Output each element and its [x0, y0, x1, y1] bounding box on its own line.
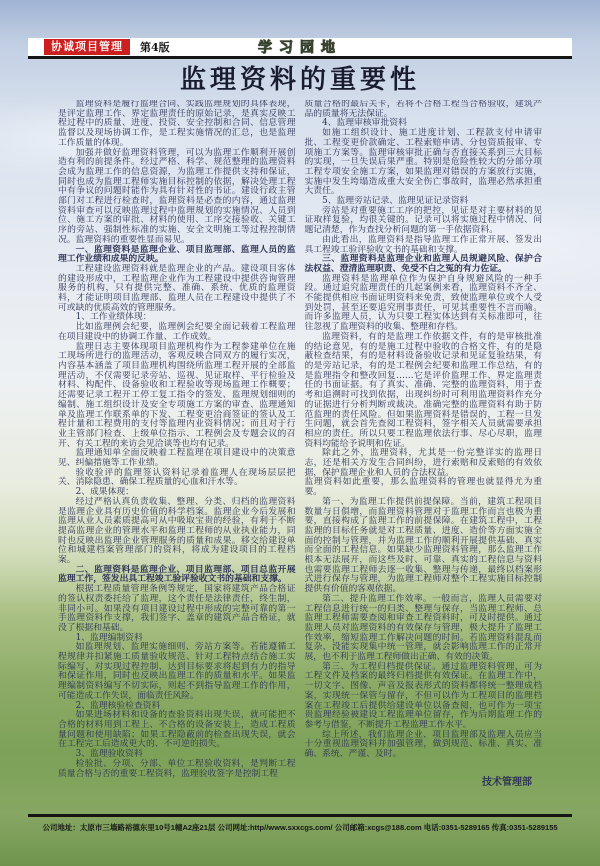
section-heading: 一、监理资料是监理企业、项目监理部、监理人员的监理工作业绩和成果的反映。 [58, 244, 296, 265]
paragraph: 2、监理核验检查资料 [75, 700, 161, 711]
paragraph: 除此之外，监理资料，尤其是一份完整详实的监理日志，还是相关方发生合同纠纷，进行索赔和反索赔的有效依据，保护监理企业和人员的合法权益。 [304, 448, 542, 478]
paragraph: 第一、为监理工作提供前提保障。当前，建筑工程项目数量与日俱增，而监理资料管理对于监理工作而言也极为重要，直接构成了监理工作的前提保障。在建筑工程中，工程监理的目标任务就是对工程质量、进度、造价等方面实施全面的控制与管理，并为监理工作的顺利开展提供基础、真实而全面的工程信息。如果缺少监理资料管理，那么监理工作根本无法展开，而这些及时、可靠、真实的工程信息与资料也需要监理工程师去逐一收集、整理与传递，最终以档案形式进行保存与管理，为监理工程师对整个工程实施目标控制提供有价值的客观依据。 [304, 496, 542, 595]
paragraph: 监理资料如此重要，那么监理资料的管理也就显得尤为重要。 [304, 477, 542, 498]
paragraph: 如监理规划、监理实施细则、旁站方案等。若能遵循工程规律并扣紧施工质量验收规范、针对工程特点结合施工实际编写，对实现过程控制、达到目标要求将起到有力的指导和保证作用，同时也反映出监理工作的质量和水平。如果监理编制资料编写不切实际，则起不到指导监理工作的作用，可能造成工作失误，面临责任风险。 [58, 642, 296, 701]
paragraph: 如果进场材料和设备的查验资料出现失误，就可能把不合格的材料用到工程上、不合格的设备安装上，造成工程质量问题和使用缺陷；如果工程隐蔽前的检查出现失误，就会在工程完工后造成更大的、不可逆的损失。 [58, 710, 296, 750]
masthead-badge: 协诚项目管理 [44, 39, 130, 55]
paragraph: 综上所述，我们监理企业、项目监理部及监理人员应当十分重视监理资料并加强管理，做到规范、标准、真实、准确、系统、严谨、及时。 [304, 729, 542, 760]
paragraph: 4、监理审核审批资料 [322, 118, 407, 129]
section-heading: 三、监理资料是监理企业和监理人员规避风险、保护合法权益、澄清监理职责、免受不白之冤的有力佐证。 [304, 254, 542, 274]
paragraph: 监理资料，有的是监理工作依据文件，有的是审核批准的结论意见，有的是施工过程中验收的合格文件，有的是隐蔽检查结果，有的是材料设备验收记录和见证复验结果，有的是旁站记录，有的是工程例会纪要和监理工作总结，有的是监理指令和整改回复……它是评价监理工作、界定监理责任的书面证据。有了真实、准确、完整的监理资料，用于查考和追溯时可找到依据，出现纠纷时可利用监理资料作充分的证据进行分析判断或裁决。准确完整的监理资料有助于防范监理的责任风险。但如果监理资料是错误的，工程一旦发生问题，就会首先查阅工程资料，签字相关人员就需要承担相应的责任。所以只要工程监理依法行事、尽心尽职，监理资料均能给予说明和佐证。 [304, 331, 542, 449]
paragraph: 比如监理例会纪要，监理例会纪要全面记载着工程监理在项目建设中的协调工作量、工作成效。 [58, 322, 296, 342]
article-title: 监理资料的重要性 [179, 65, 420, 95]
paragraph: 加强并做好监理资料管理，可以为监理工作顺利开展创造有利的前提条件。经过严格、科学、规范整理的监理资料会成为监理工作的信息资源，为监理工作提供支持和保证，同时也成为监理工程师实施目标控制的依据，解决处理工程中有争议的问题时能作为具有针对性的书证。建设行政主管部门对工程进行检查时，监理资料是必查的内容，通过监理资料审查可以反映监理过程中监理规划的实施情况、人员到位、施工方案的审批、材料的使用、工序交接验收、关键工序的旁站、强制性标准的实施、安全文明施工等过程控制情况。监理资料的重要性显而易见。 [58, 147, 296, 245]
paragraph: 如施工组织设计、施工进度计划、工程款支付申请审批、工程变更价款确定、工程索赔申请、分包资质报审、专项施工方案等。监理审核审批正确与否直接关系到三大目标的实现，一旦失误后果严重。特别是危险性较大的分部分项工程专项安全施工方案，如果监理对错误的方案放行实施，实施中发生垮塌造成重大安全伤亡事故时，监理必然承担重大责任。 [304, 128, 542, 197]
paragraph: 1、工作业绩体现： [75, 312, 152, 323]
footer-contact: 公司地址：太原市三墙路裕德东里10号1幢A2座21层 公司网址:http//www.sxxcgs.com/ 公司邮箱:xcgs@188.com 电话:0351-5289165 传真:0351-5289155 [42, 823, 558, 832]
paragraph: 监理资料是监理单位作为保护自身规避风险的一种手段。通过追究监理责任的几起案例来看，监理资料不齐全、不能提供相应书面证明资料来免责，致使监理单位或个人受到处罚，甚至还要追究刑事责任，可见其重要性不言而喻。而许多监理人员，认为只要工程实体达到有关标准即可，往往忽视了监理资料的收集、整理和存档。 [304, 273, 542, 333]
paragraph: 2、成果体现： [75, 487, 134, 498]
paragraph: 根据工程质量管理条例等规定，国家将建筑产品合格证的签认权责委托给了监理，这个责任是法律责任，终生制，非同小可。如果没有项目建设过程中形成的完整可靠的第一手监理资料作支撑，我们签字、盖章的建筑产品合格证，就没了根据和基础。 [58, 584, 296, 633]
article-body [58, 100, 542, 814]
edition-label: 第4版 [140, 41, 170, 54]
masthead [28, 38, 572, 59]
paragraph: 验收验评的监理签认资料记录着监理人在现场层层把关、消除隐患、确保工程质量的心血和汗水等。 [58, 467, 296, 488]
paragraph: 监理通知单全面反映着工程监理在项目建设中的决策意见、纠偏措施等工作业绩。 [58, 448, 296, 469]
footer-divider [28, 814, 572, 817]
paragraph: 监理日志主要体现项目监理机构作为工程参建单位在施工现场所进行的监理活动，客观反映合同双方的履行实况，内容基本涵盖了项目监理机构围绕所监理工程开展的全部监理活动，不仅需要记录旁站、巡视、见证取样、平行检验及材料、构配件、设备验收和工程验收等现场监理工作概要；还需要记录工程开工停工复工指令的签发、监理规划细则的编制、施工组织设计及安全专项施工方案的审查、监理通知单及监理工作联系单的下发、工程变更洽商签证的签认及工程计量和工程费用的支付等监理内业资料情况；而且对于行业主管部门检查、上级单位指示、工程例会及专题会议的召开、有关工程的来访会见洽谈等也均有记录。 [58, 341, 296, 449]
paragraph: 第三、为工程归档提供保证。通过监理资料管理，可为工程文件及档案的最终归档提供有效保证。在监理工作中，一切文字、图像、声音及报表形式的资料都将统一整理成档案，实现统一保管与留存，不但可以作为工程项目的监理档案在工程竣工后提供给建设单位以备查阅，也可作为一项宝贵监理经验被建设工程监理单位留存，作为后期监理工作的参考与借鉴，不断提升工程监理工作水平。 [304, 661, 542, 730]
article-right-column [305, 100, 543, 814]
paragraph: 5、监理旁站记录、监理见证记录资料 [322, 196, 469, 207]
paragraph: 旁站是对重要施工工序的把控，见证是对主要材料的见证取样复验，均很关键的。记录可以将实施过程中情况、问题记清楚，作为查找分析问题的第一手依据资料。 [304, 205, 542, 236]
paragraph: 第二、提升监理工作效率。一般而言，监理人员需要对工程信息进行统一的归类、整理与保存，当监理工程师、总监理工程师需要查阅和审查工程资料时，可及时提供。通过监理人员对监理资料的有效保存与管理，极大提升了监理工作效率，缩短监理工作解决问题的时间。若监理资料混乱而复杂，没能实现集中统一管理，就会影响监理工作的正常开展，也不利于监理工程师做出正确、有效的决策。 [304, 593, 542, 663]
article-signature: 技术管理部 [482, 776, 532, 788]
paragraph: 工程建设监理资料就是监理企业的产品。建设项目客体的建设形成中，工程监理企业作为工程建设中提供咨询管理服务的机构，只有提供完整、准确、系统、优质的监理资料，才能证明项目监理部、监理人员在工程建设中提供了不可或缺的优质高效的管理服务。 [58, 263, 296, 313]
paragraph: 检验批、分项、分部、单位工程验收资料，是判断工程质量合格与否的重要工程资料，监理验收签字是控制工程 [58, 758, 296, 779]
paragraph: 3、监理验收资料 [75, 749, 143, 760]
paragraph: 由此看出，监理资料是指导监理工作正常开展、签发出具工程竣工验评验收文书的基础和支撑。 [304, 234, 542, 255]
section-heading: 二、监理资料是监理企业、项目监理部、项目总监开展监理工作，签发出具工程竣工验评验收文书的基础和支撑。 [58, 564, 296, 585]
paragraph: 质量合格的最后关卡，若将不合格工程当合格验收，建筑产品的质量将无法保证。 [304, 100, 542, 119]
article-left-column [58, 100, 296, 814]
paragraph: 经过严格认真负责收集、整理、分类、归档的监理资料是监理企业具有历史价值的科学档案。监理企业今后发展和监理从业人员素质提高可从中吸取宝贵的经验，有利于不断提高监理企业的管理水平和监理工程师的从业执业能力，同时也反映出监理企业管理服务的质量和成果。移交给建设单位和城建档案管理部门的资料，将成为建设项目的工程档案。 [58, 496, 296, 566]
column-title: 学习园地 [258, 40, 342, 56]
paragraph: 1、监理编制资料 [75, 632, 143, 643]
paragraph: 监理资料是履行监理合同、实践监理规划的具体表现，是评定监理工作、界定监理责任的原始记录，是真实反映工程过程中的质量、进度、投资、安全控制和合同、信息管理监督以及现场协调工作，是工程实施情况的汇总，也是监理工作质量的体现。 [58, 100, 296, 148]
